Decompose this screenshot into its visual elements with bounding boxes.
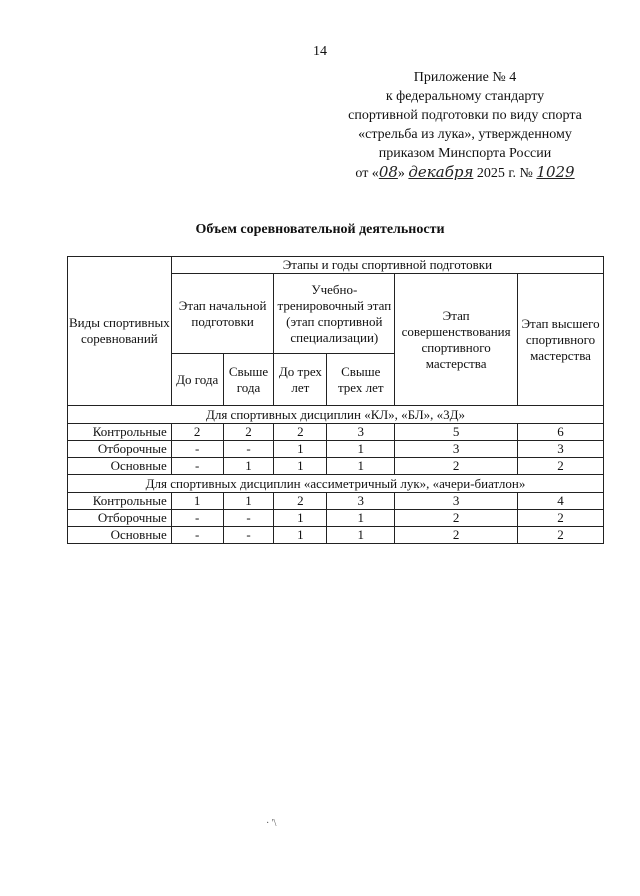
cell: 2 [274, 424, 327, 441]
order-date-line [330, 163, 600, 183]
cell: 1 [274, 510, 327, 527]
cell: 1 [274, 441, 327, 458]
section-title: Для спортивных дисциплин «КЛ», «БЛ», «3Д» [68, 406, 604, 424]
order-month: декабря [408, 163, 474, 181]
cell: 3 [327, 493, 395, 510]
cell: - [223, 441, 274, 458]
cell: 2 [395, 510, 518, 527]
row-label: Отборочные [68, 441, 172, 458]
table-row [68, 493, 604, 510]
order-year: 2025 г. № [473, 166, 537, 181]
cell: 2 [223, 424, 274, 441]
header-stage-improvement: Этап совершенствования спортивного мастерства [395, 274, 518, 406]
date-mid: » [397, 166, 409, 181]
row-label: Основные [68, 458, 172, 475]
appendix-line-1: Приложение № 4 [413, 70, 517, 85]
cell: 2 [518, 458, 604, 475]
table-row [68, 424, 604, 441]
appendix-block [330, 68, 600, 183]
cell: 1 [171, 493, 223, 510]
header-over-year: Свыше года [223, 354, 274, 406]
cell: - [223, 510, 274, 527]
cell: 1 [274, 458, 327, 475]
row-label: Отборочные [68, 510, 172, 527]
table-row [68, 510, 604, 527]
cell: 1 [327, 458, 395, 475]
cell: 1 [327, 510, 395, 527]
header-up-to-three-years: До трех лет [274, 354, 327, 406]
header-over-three-years: Свыше трех лет [327, 354, 395, 406]
cell: 2 [274, 493, 327, 510]
row-label: Основные [68, 527, 172, 544]
cell: 1 [327, 441, 395, 458]
cell: 1 [327, 527, 395, 544]
header-stage-initial: Этап начальной подготовки [171, 274, 274, 354]
cell: - [171, 527, 223, 544]
section-title: Для спортивных дисциплин «ассиметричный лук», «ачери-биатлон» [68, 475, 604, 493]
appendix-line-5: приказом Минспорта России [378, 146, 552, 161]
header-stage-highest: Этап высшего спортивного мастерства [518, 274, 604, 406]
cell: 3 [327, 424, 395, 441]
cell: 2 [171, 424, 223, 441]
cell: 1 [223, 458, 274, 475]
cell: 3 [395, 493, 518, 510]
cell: 1 [274, 527, 327, 544]
cell: 6 [518, 424, 604, 441]
table-row [68, 458, 604, 475]
table-row [68, 527, 604, 544]
row-label: Контрольные [68, 493, 172, 510]
cell: 3 [518, 441, 604, 458]
cell: 3 [395, 441, 518, 458]
cell: 2 [395, 527, 518, 544]
cell: 1 [223, 493, 274, 510]
appendix-line-3: спортивной подготовки по виду спорта [348, 108, 582, 123]
header-up-to-year: До года [171, 354, 223, 406]
page-number: 14 [313, 44, 327, 59]
cell: 2 [518, 527, 604, 544]
order-day: 08 [378, 163, 398, 181]
cell: 5 [395, 424, 518, 441]
scan-speck-mark: · '\ [266, 818, 277, 829]
competition-volume-table [67, 256, 604, 544]
cell: 4 [518, 493, 604, 510]
header-stage-training: Учебно-тренировочный этап (этап спортивной специализации) [274, 274, 395, 354]
cell: - [223, 527, 274, 544]
cell: 2 [395, 458, 518, 475]
cell: 2 [518, 510, 604, 527]
page-title: Объем соревновательной деятельности [195, 222, 445, 237]
table-row [68, 441, 604, 458]
row-label: Контрольные [68, 424, 172, 441]
header-competition-kind: Виды спортивных соревнований [68, 257, 172, 406]
cell: - [171, 510, 223, 527]
appendix-line-2: к федеральному стандарту [385, 89, 545, 104]
cell: - [171, 441, 223, 458]
header-stages: Этапы и годы спортивной подготовки [171, 257, 603, 274]
date-prefix: от « [355, 166, 379, 181]
appendix-line-4: «стрельба из лука», утвержденному [358, 127, 572, 142]
order-number: 1029 [536, 163, 575, 181]
cell: - [171, 458, 223, 475]
